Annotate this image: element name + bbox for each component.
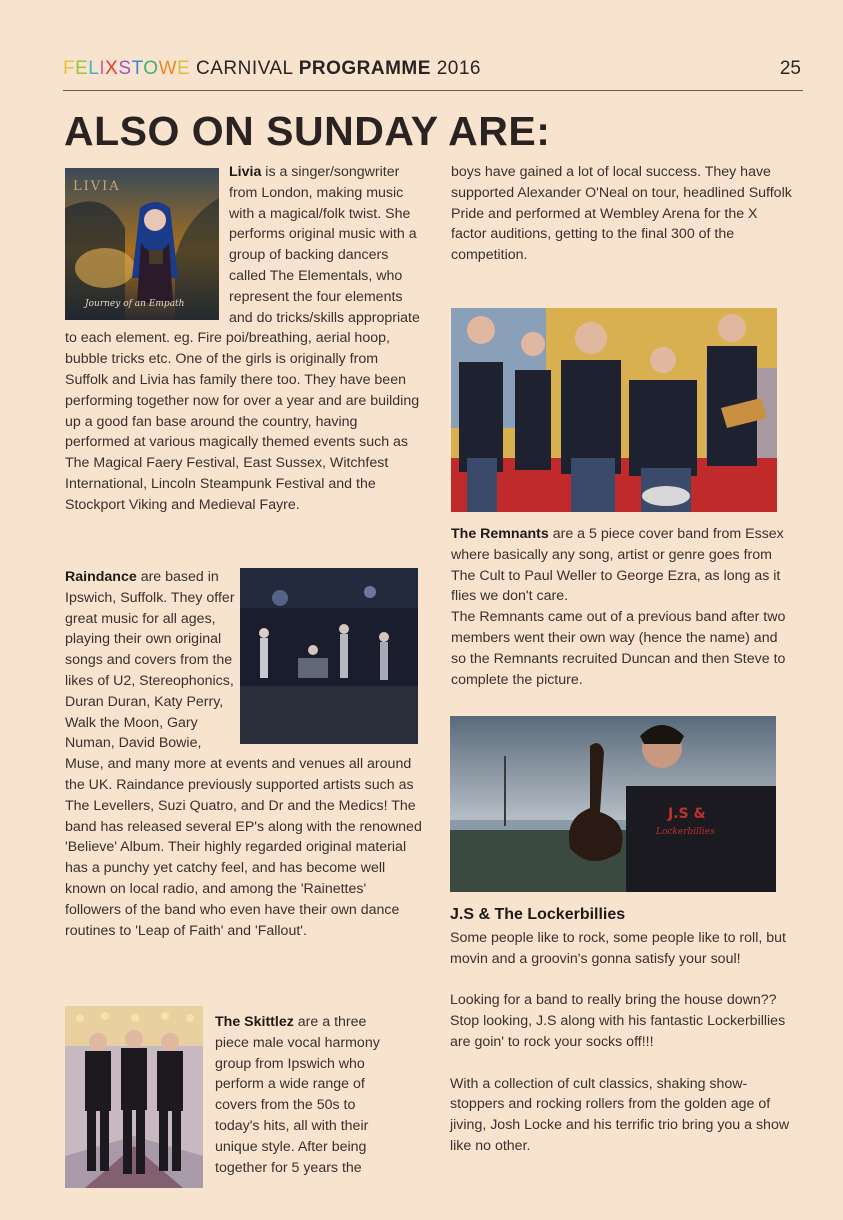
- livia-image-wrap-space: [65, 162, 229, 322]
- wordmark-letter: E: [75, 58, 89, 79]
- raindance-name: Raindance: [65, 569, 137, 585]
- programme-title: [63, 58, 481, 80]
- lockerbillies-section: [450, 906, 800, 1157]
- wordmark-letter: W: [158, 58, 178, 79]
- lockerbillies-body: [450, 928, 800, 1157]
- header-rule: [63, 90, 803, 91]
- livia-cover-title: LIVIA: [73, 179, 121, 194]
- remnants-photo: [451, 308, 777, 512]
- raindance-paragraph: [65, 567, 423, 941]
- lockerbillies-title: J.S & The Lockerbillies: [450, 906, 626, 923]
- lockerbillies-para-1: Some people like to rock, some people like to roll, but movin and a groovin's gonna satisfy your soul!: [450, 930, 786, 967]
- skittlez-name: The Skittlez: [215, 1014, 294, 1030]
- lockerbillies-para-2: Looking for a band to really bring the house down?? Stop looking, J.S along with his fantastic Lockerbillies are goin' to rock your socks off!!!: [450, 992, 786, 1050]
- wordmark-letter: E: [177, 58, 191, 79]
- page-number: 25: [779, 58, 801, 79]
- remnants-para-1: [451, 524, 796, 607]
- wordmark-letter: O: [143, 58, 159, 79]
- wordmark-letter: I: [99, 58, 106, 79]
- remnants-para-2: The Remnants came out of a previous band after two members went their own way (hence the name) and so the Remnants recruited Duncan and then Steve to complete the picture.: [451, 609, 786, 688]
- livia-paragraph: [65, 162, 423, 516]
- skittlez-paragraph: [215, 1012, 400, 1178]
- year-text: 2016: [430, 58, 481, 79]
- lockerbillies-photo: [450, 716, 776, 892]
- livia-name: Livia: [229, 164, 262, 180]
- wordmark-letter: F: [63, 58, 76, 79]
- remnants-paragraph: [451, 524, 796, 690]
- livia-cover-subtitle: Journey of an Empath: [85, 299, 185, 309]
- skittlez-photo: [65, 1006, 203, 1188]
- lockerbillies-shirt-text: J.S &: [668, 806, 706, 822]
- wordmark-letter: S: [118, 58, 132, 79]
- raindance-text: are based in Ipswich, Suffolk. They offer great music for all ages, playing their own original songs and covers from the likes of U2, Stereophonics, Duran Duran, Katy Perry, Walk the Moon, Gary Numan, David Bowie, Muse, and many more at events and venues all around the UK. Raindance previously supported artists such as The Levellers, Suzi Quatro, and Dr and the Medics! The band has released several EP's along with the renowned 'Believe' Album. Their highly regarded original material has a punchy yet catchy feel, and has become well known on local radio, and among the 'Rainettes' followers of the band who even have their own dance routines to 'Leap of Faith' and 'Fallout'.: [65, 569, 422, 939]
- carnival-word: CARNIVAL: [190, 58, 299, 79]
- lockerbillies-shirt-text-2: Lockerbillies: [656, 827, 715, 837]
- page-headline: ALSO ON SUNDAY ARE:: [64, 108, 551, 154]
- livia-text: is a singer/songwriter from London, making music with a magical/folk twist. She performs original music with a group of backing dancers called The Elementals, who represent the four elements and do tricks/skills appropriate to each element. eg. Fire poi/breathing, aerial hoop, bubble tricks etc. One of the girls is originally from Suffolk and Livia has family there too. They have been performing together now for over a year and are building up a good fan base around the country, having performed at various magically themed events such as The Magical Faery Festival, East Sussex, Witchfest International, Lincoln Steampunk Festival and the Stockport Viking and Medieval Fayre.: [65, 164, 420, 513]
- page-header: [63, 56, 803, 86]
- skittlez-text: are a three piece male vocal harmony group from Ipswich who perform a wide range of covers from the 50s to today's hits, all with their unique style. After being together for 5 years the: [215, 1014, 380, 1176]
- wordmark-letter: X: [105, 58, 119, 79]
- skittlez-continuation: boys have gained a lot of local success. They have supported Alexander O'Neal on tour, headlined Suffolk Pride and performed at Wembley Arena for the X factor auditions, getting to the final 300 of the competition.: [451, 164, 792, 264]
- remnants-text: are a 5 piece cover band from Essex where basically any song, artist or genre goes from The Cult to Paul Weller to George Ezra, as long as it flies we don't care.: [451, 526, 784, 605]
- wordmark-letter: L: [88, 58, 100, 79]
- lockerbillies-para-3: With a collection of cult classics, shaking show-stoppers and rocking rollers from the golden age of jiving, Josh Locke and his terrific trio bring you a show like no other.: [450, 1075, 790, 1154]
- programme-word: PROGRAMME: [298, 58, 431, 79]
- raindance-image-wrap-space: [237, 567, 423, 753]
- felixstowe-wordmark: [63, 58, 190, 79]
- remnants-name: The Remnants: [451, 526, 549, 542]
- wordmark-letter: T: [131, 58, 144, 79]
